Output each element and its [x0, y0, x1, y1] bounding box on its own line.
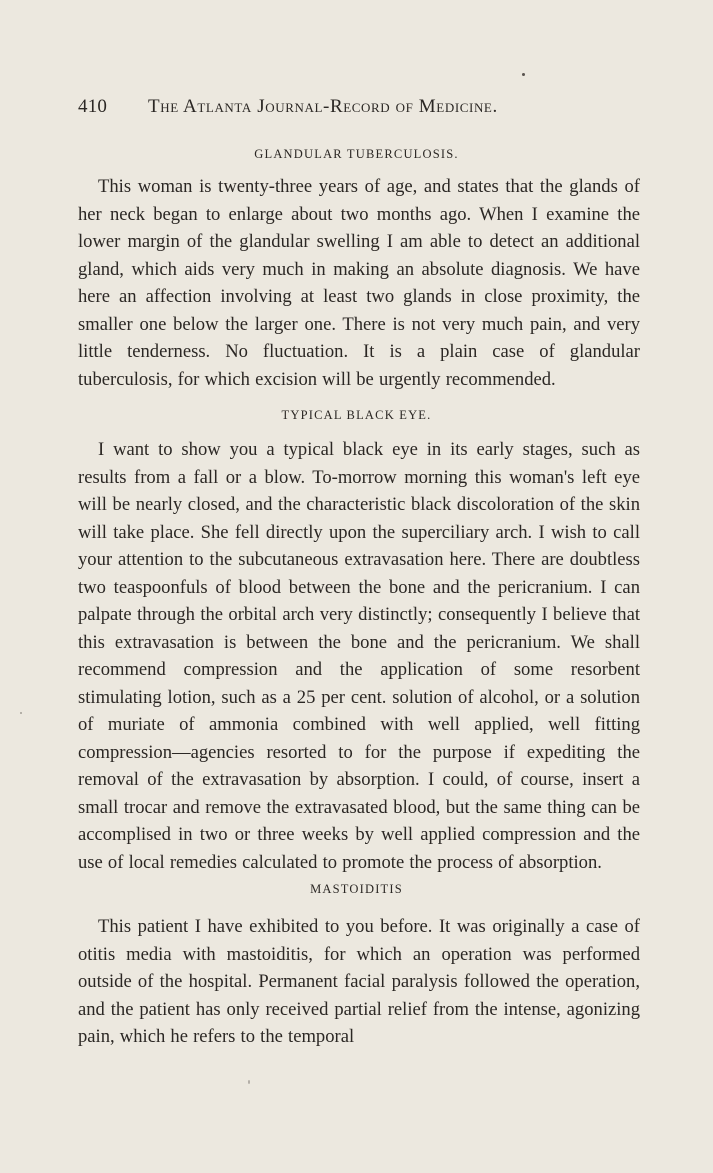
- paragraph-glandular-tuberculosis: This woman is twenty-three years of age, and states that the glands of her neck began to enlarge about two months ago. When I examine the lower margin of the glandular swelling I am able to detect an additional gland, which aids very much in making an absolute diagnosis. We have here an affection involving at least two glands in close proximity, the smaller one below the larger one. There is not very much pain, and very little tenderness. No fluctuation. It is a plain case of glandular tuberculosis, for which excision will be urgently recommended.: [78, 176, 640, 390]
- section-heading-glandular-tuberculosis: GLANDULAR TUBERCULOSIS.: [254, 147, 459, 161]
- paper-speck: [20, 712, 22, 714]
- paragraph-typical-black-eye: I want to show you a typical black eye in its early stages, such as results from a fall or a blow. To-morrow morning this woman's left eye will be nearly closed, and the characteristic black discoloration of the skin will take place. She fell directly upon the superciliary arch. I wish to call your attention to the subcutaneous extravasation here. There are doubtless two teaspoonfuls of blood between the bone and the pericranium. I can palpate through the orbital arch very distinctly; consequently I believe that this extravasation is between the bone and the pericranium. We shall recommend compression and the application of some resorbent stimulating lotion, such as a 25 per cent. solution of alcohol, or a solution of muriate of ammonia combined with well applied, well fitting compression—agencies resorted to for the purpose if expediting the removal of the extravasation by absorption. I could, of course, insert a small trocar and remove the extravasated blood, but the same thing can be accomplised in two or three weeks by well applied compression and the use of local remedies calculated to promote the process of absorption.: [78, 439, 640, 873]
- section-heading-typical-black-eye: TYPICAL BLACK EYE.: [281, 408, 432, 422]
- running-head: [78, 96, 638, 126]
- paragraph-mastoiditis: This patient I have exhibited to you before. It was originally a case of otitis media with mastoiditis, for which an operation was performed outside of the hospital. Permanent facial paralysis followed the operation, and the patient has only received partial relief from the intense, agonizing pain, which he refers to the temporal: [78, 916, 640, 1047]
- section-heading-mastoiditis: MASTOIDITIS: [310, 882, 403, 896]
- page-number: 410: [78, 96, 108, 117]
- paper-speck: [248, 1080, 250, 1084]
- paper-speck: [522, 73, 525, 76]
- journal-title: The Atlanta Journal-Record of Medicine.: [148, 96, 498, 117]
